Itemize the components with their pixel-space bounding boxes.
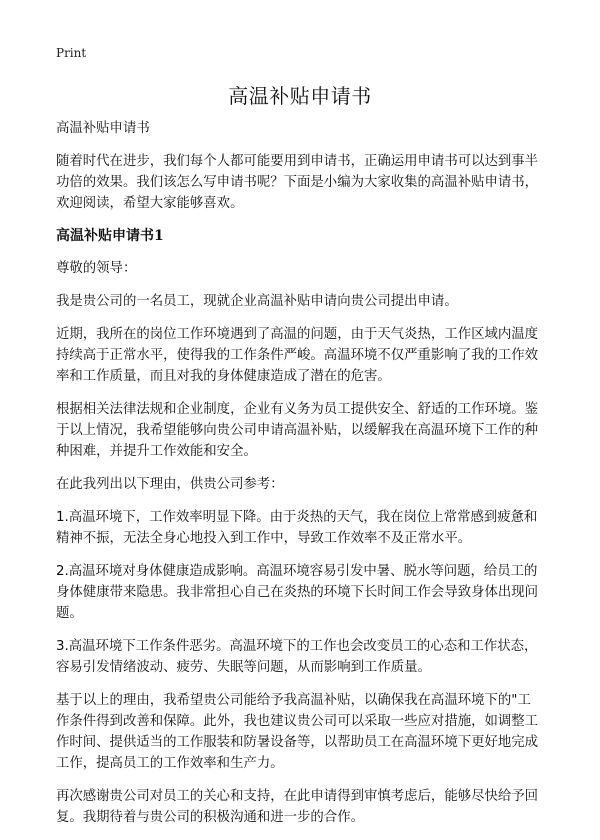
reason-item-1: 1.高温环境下，工作效率明显下降。由于炎热的天气，我在岗位上常常感到疲惫和精神不振，无法全身心地投入到工作中，导致工作效率不及正常水平。 (56, 510, 538, 546)
intro-paragraph: 随着时代在进步，我们每个人都可能要用到申请书，正确运用申请书可以达到事半功倍的效果。我们该怎么写申请书呢？下面是小编为大家收集的高温补贴申请书，欢迎阅读，希望大家能够喜欢。 (56, 154, 539, 211)
salutation: 尊敬的领导： (56, 261, 137, 276)
body-paragraph: 我是贵公司的一名员工，现就企业高温补贴申请向贵公司提出申请。 (56, 294, 458, 309)
body-paragraph: 近期，我所在的岗位工作环境遇到了高温的问题，由于天气炎热，工作区域内温度持续高于正常水平，使得我的工作条件严峻。高温环境不仅严重影响了我的工作效率和工作质量，而且对我的身体健康造成了潜在的危害。 (56, 327, 539, 384)
reason-item-3: 3.高温环境下工作条件恶劣。高温环境下的工作也会改变员工的心态和工作状态，容易引发情绪波动、疲劳、失眠等问题，从而影响到工作质量。 (56, 639, 538, 675)
body-paragraph: 根据相关法律法规和企业制度，企业有义务为员工提供安全、舒适的工作环境。鉴于以上情况，我希望能够向贵公司申请高温补贴，以缓解我在高温环境下工作的种种困难，并提升工作效能和安全。 (56, 402, 539, 459)
document-title: 高温补贴申请书 (228, 84, 372, 108)
document-subtitle: 高温补贴申请书 (56, 121, 150, 136)
closing-paragraph: 再次感谢贵公司对员工的关心和支持，在此申请得到审慎考虑后，能够尽快给予回复。我期待着与贵公司的积极沟通和进一步的合作。 (56, 789, 539, 825)
body-paragraph: 基于以上的理由，我希望贵公司能给予我高温补贴，以确保我在高温环境下的"工作条件得到改善和保障。此外，我也建议贵公司可以采取一些应对措施，如调整工作时间、提供适当的工作服装和防暑设备等，以帮助员工在高温环境下更好地完成工作，提高员工的工作效率和生产力。 (56, 693, 539, 771)
document-body (56, 118, 544, 840)
section-heading: 高温补贴申请书1 (56, 228, 164, 244)
body-paragraph: 在此我列出以下理由，供贵公司参考： (56, 477, 284, 492)
reason-item-2: 2.高温环境对身体健康造成影响。高温环境容易引发中暑、脱水等问题，给员工的身体健康带来隐患。我非常担心自己在炎热的环境下长时间工作会导致身体出现问题。 (56, 564, 539, 621)
print-link[interactable]: Print (56, 46, 87, 60)
